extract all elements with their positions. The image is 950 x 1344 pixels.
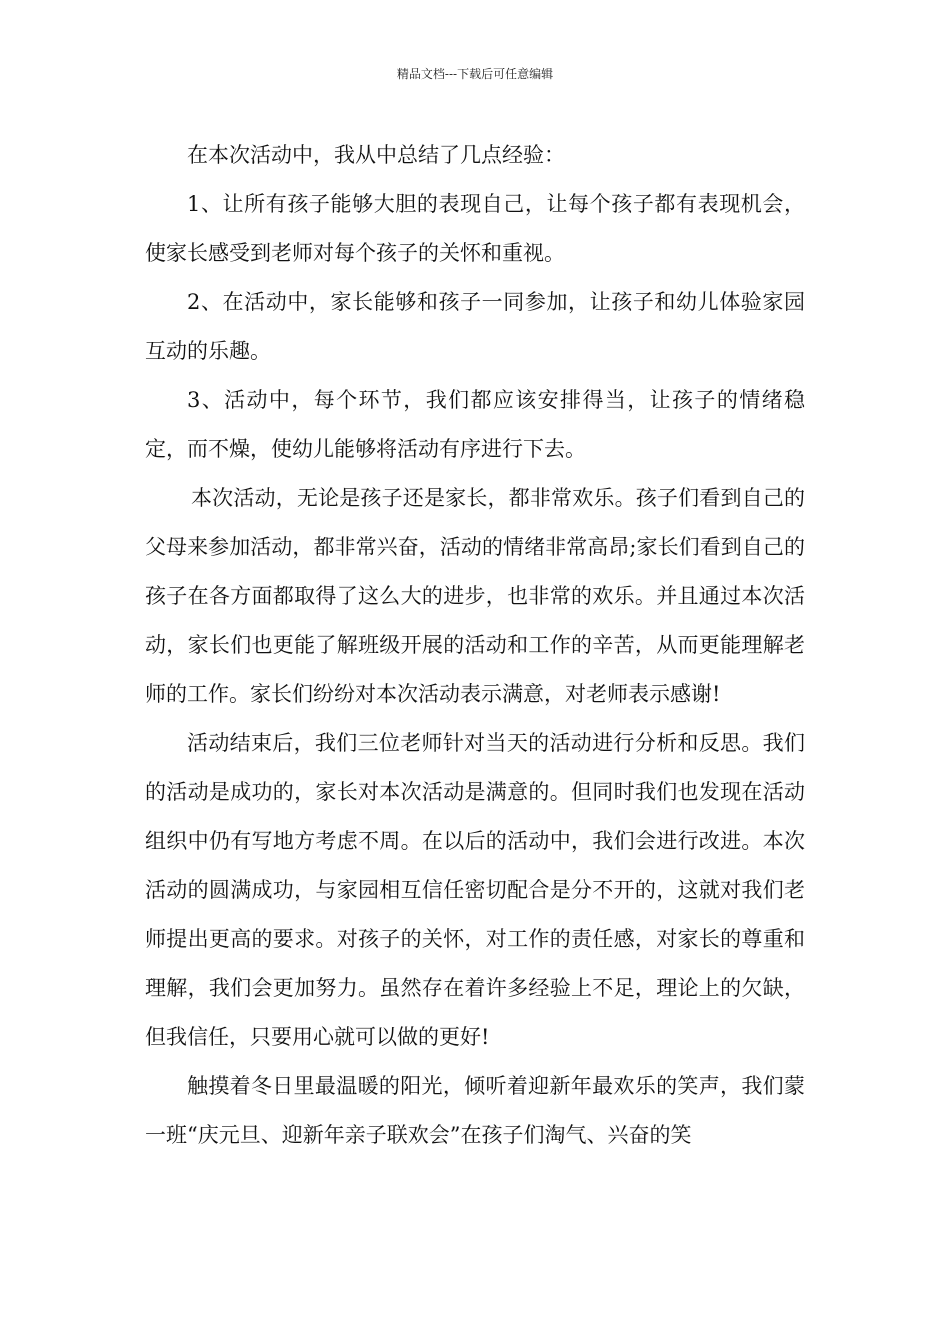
paragraph-activity-feedback: 本次活动，无论是孩子还是家长，都非常欢乐。孩子们看到自己的父母来参加活动，都非常兴奋，活动的情绪非常高昂;家长们看到自己的孩子在各方面都取得了这么大的进步，也非常的欢乐。并且通过本次活动，家长们也更能了解班级开展的活动和工作的辛苦，从而更能理解老师的工作。家长们纷纷对本次活动表示满意，对老师表示感谢! (145, 486, 805, 706)
paragraph-reflection: 活动结束后，我们三位老师针对当天的活动进行分析和反思。我们的活动是成功的，家长对本次活动是满意的。但同时我们也发现在活动组织中仍有写地方考虑不周。在以后的活动中，我们会进行改进。本次活动的圆满成功，与家园相互信任密切配合是分不开的，这就对我们老师提出更高的要求。对孩子的关怀，对工作的责任感，对家长的尊重和理解，我们会更加努力。虽然存在着许多经验上不足，理论上的欠缺，但我信任，只要用心就可以做的更好! (145, 731, 805, 1049)
paragraph-point-2: 2、在活动中，家长能够和孩子一同参加，让孩子和幼儿体验家园互动的乐趣。 (145, 290, 805, 363)
paragraph-point-1: 1、让所有孩子能够大胆的表现自己，让每个孩子都有表现机会，使家长感受到老师对每个孩子的关怀和重视。 (145, 192, 805, 265)
paragraph-summary-intro: 在本次活动中，我从中总结了几点经验： (187, 143, 565, 167)
paragraph-point-3: 3、活动中，每个环节，我们都应该安排得当，让孩子的情绪稳定，而不燥，使幼儿能够将活动有序进行下去。 (145, 388, 805, 461)
document-body (145, 131, 805, 1160)
paragraph-new-year-party: 触摸着冬日里最温暖的阳光，倾听着迎新年最欢乐的笑声，我们蒙一班“庆元旦、迎新年亲子联欢会”在孩子们淘气、兴奋的笑 (145, 1074, 805, 1147)
page-header: 精品文档---下载后可任意编辑 (396, 67, 554, 81)
